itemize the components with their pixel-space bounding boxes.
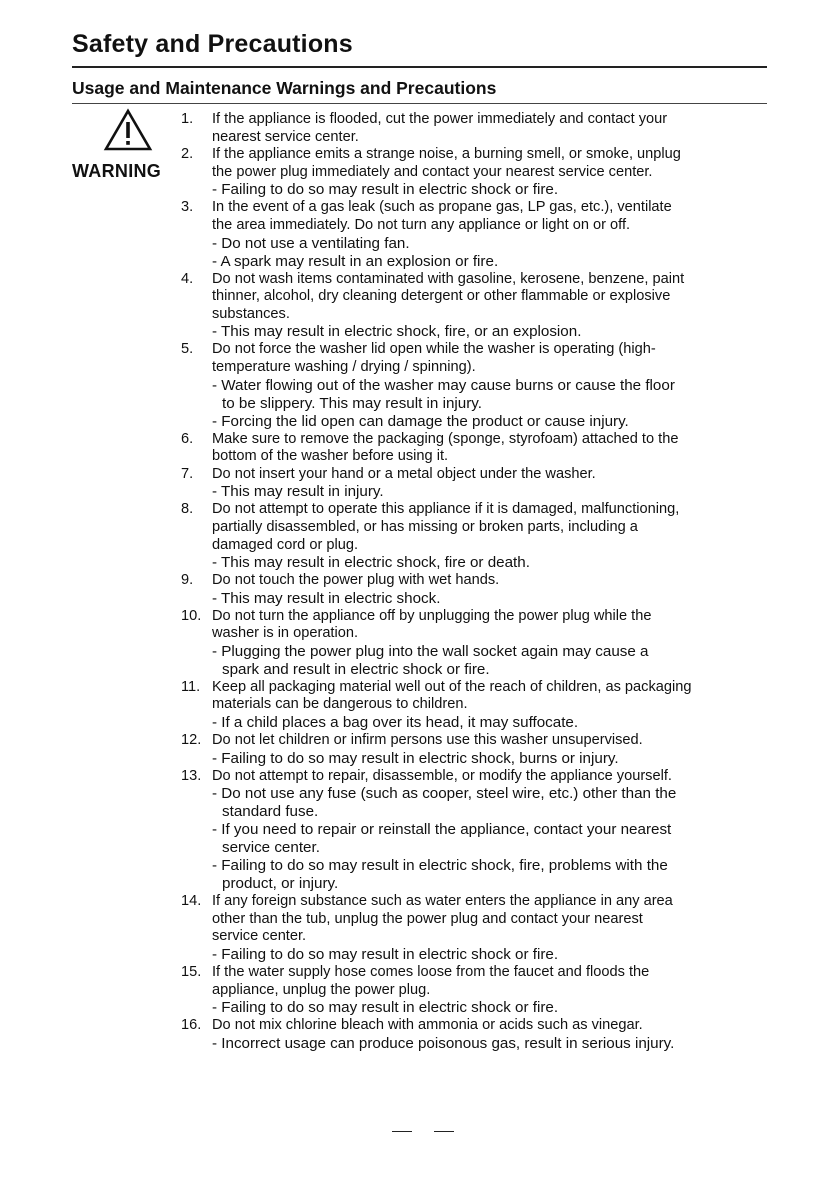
- item-number: 5.: [181, 341, 194, 358]
- item-text: In the event of a gas leak (such as propane gas, LP gas, etc.), ventilate: [212, 199, 672, 216]
- item-note: - Do not use a ventilating fan.: [212, 234, 410, 252]
- item-text: Do not attempt to operate this appliance if it is damaged, malfunctioning,: [212, 501, 680, 518]
- item-note: - Do not use any fuse (such as cooper, steel wire, etc.) other than the: [212, 785, 677, 803]
- item-number: 4.: [181, 270, 194, 287]
- item-note: - Plugging the power plug into the wall socket again may cause a: [212, 642, 649, 660]
- item-note: - This may result in electric shock, fire, or an explosion.: [212, 323, 582, 341]
- item-note: - If you need to repair or reinstall the appliance, contact your nearest: [212, 821, 672, 839]
- item-note: - Failing to do so may result in electric shock or fire.: [212, 999, 559, 1017]
- item-text: the area immediately. Do not turn any appliance or light on or off.: [212, 216, 631, 233]
- item-number: 10.: [181, 607, 202, 624]
- item-note: - Failing to do so may result in electric shock, fire, problems with the: [212, 857, 668, 875]
- item-note: - Failing to do so may result in electric shock or fire.: [212, 181, 559, 199]
- warning-item: [181, 1017, 771, 1053]
- item-text: If any foreign substance such as water enters the appliance in any area: [212, 893, 673, 910]
- item-text: Keep all packaging material well out of the reach of children, as packaging: [212, 678, 692, 695]
- item-text: temperature washing / drying / spinning).: [212, 358, 476, 375]
- warning-item: [181, 608, 771, 679]
- item-number: 8.: [181, 501, 194, 518]
- item-text: Do not attempt to repair, disassemble, or modify the appliance yourself.: [212, 767, 672, 784]
- warning-item: [181, 431, 771, 466]
- item-number: 14.: [181, 893, 202, 910]
- item-number: 12.: [181, 732, 202, 749]
- page-title: Safety and Precautions: [72, 30, 353, 58]
- item-note: spark and result in electric shock or fire.: [222, 660, 490, 678]
- item-note: product, or injury.: [222, 875, 339, 893]
- item-text: thinner, alcohol, dry cleaning detergent or other flammable or explosive: [212, 288, 671, 305]
- item-text: If the appliance emits a strange noise, a burning smell, or smoke, unplug: [212, 146, 681, 163]
- item-text: Do not force the washer lid open while the washer is operating (high-: [212, 341, 656, 358]
- item-note: - This may result in injury.: [212, 483, 384, 501]
- warning-triangle-icon: [103, 108, 153, 152]
- item-note: - Incorrect usage can produce poisonous gas, result in serious injury.: [212, 1034, 675, 1052]
- item-note: - This may result in electric shock, fire or death.: [212, 554, 530, 572]
- item-number: 9.: [181, 572, 194, 589]
- item-number: 15.: [181, 964, 202, 981]
- item-number: 3.: [181, 199, 194, 216]
- item-number: 6.: [181, 430, 194, 447]
- warning-item: [181, 679, 771, 732]
- section-divider: [72, 103, 767, 104]
- item-text: service center.: [212, 928, 307, 945]
- item-number: 7.: [181, 465, 194, 482]
- item-note: service center.: [222, 839, 320, 857]
- warning-list: [181, 111, 771, 1053]
- section-title: Usage and Maintenance Warnings and Precautions: [72, 78, 497, 98]
- item-number: 13.: [181, 767, 202, 784]
- warning-item: [181, 893, 771, 964]
- warning-item: [181, 111, 771, 146]
- warning-item: [181, 964, 771, 1017]
- item-text: the power plug immediately and contact your nearest service center.: [212, 163, 653, 180]
- page-footer-mark-right: [434, 1131, 454, 1132]
- item-text: other than the tub, unplug the power plug and contact your nearest: [212, 910, 643, 927]
- warning-item: [181, 768, 771, 894]
- item-number: 1.: [181, 111, 194, 127]
- item-note: - Failing to do so may result in electric shock or fire.: [212, 946, 559, 964]
- item-note: - Forcing the lid open can damage the product or cause injury.: [212, 412, 629, 430]
- item-text: bottom of the washer before using it.: [212, 448, 449, 465]
- item-number: 11.: [181, 678, 201, 695]
- item-text: Do not wash items contaminated with gasoline, kerosene, benzene, paint: [212, 270, 685, 287]
- warning-item: [181, 466, 771, 502]
- warning-item: [181, 572, 771, 608]
- item-text: partially disassembled, or has missing or broken parts, including a: [212, 518, 638, 535]
- warning-item: [181, 146, 771, 199]
- item-text: damaged cord or plug.: [212, 536, 359, 553]
- item-text: Do not turn the appliance off by unplugging the power plug while the: [212, 607, 652, 624]
- page-footer-mark-left: [392, 1131, 412, 1132]
- item-text: If the appliance is flooded, cut the power immediately and contact your: [212, 111, 668, 127]
- title-divider: [72, 66, 767, 68]
- item-text: nearest service center.: [212, 128, 359, 145]
- item-note: standard fuse.: [222, 803, 319, 821]
- item-note: to be slippery. This may result in injury.: [222, 394, 482, 412]
- item-text: Make sure to remove the packaging (sponge, styrofoam) attached to the: [212, 430, 679, 447]
- item-note: - Water flowing out of the washer may cause burns or cause the floor: [212, 376, 675, 394]
- item-text: washer is in operation.: [212, 625, 359, 642]
- warning-item: [181, 199, 771, 270]
- item-note: - A spark may result in an explosion or fire.: [212, 252, 499, 270]
- item-text: appliance, unplug the power plug.: [212, 981, 431, 998]
- item-number: 2.: [181, 146, 194, 163]
- item-note: - Failing to do so may result in electric shock, burns or injury.: [212, 749, 619, 767]
- item-note: - If a child places a bag over its head, it may suffocate.: [212, 714, 579, 732]
- warning-item: [181, 732, 771, 768]
- item-text: Do not let children or infirm persons use this washer unsupervised.: [212, 732, 643, 749]
- item-text: materials can be dangerous to children.: [212, 696, 468, 713]
- warning-label: WARNING: [72, 161, 162, 181]
- item-text: Do not mix chlorine bleach with ammonia or acids such as vinegar.: [212, 1017, 643, 1034]
- item-text: Do not insert your hand or a metal object under the washer.: [212, 465, 596, 482]
- item-note: - This may result in electric shock.: [212, 589, 441, 607]
- item-text: If the water supply hose comes loose from the faucet and floods the: [212, 964, 650, 981]
- warning-item: [181, 271, 771, 342]
- warning-item: [181, 341, 771, 430]
- item-number: 16.: [181, 1017, 202, 1034]
- warning-item: [181, 501, 771, 572]
- item-text: Do not touch the power plug with wet hands.: [212, 572, 500, 589]
- item-text: substances.: [212, 305, 290, 322]
